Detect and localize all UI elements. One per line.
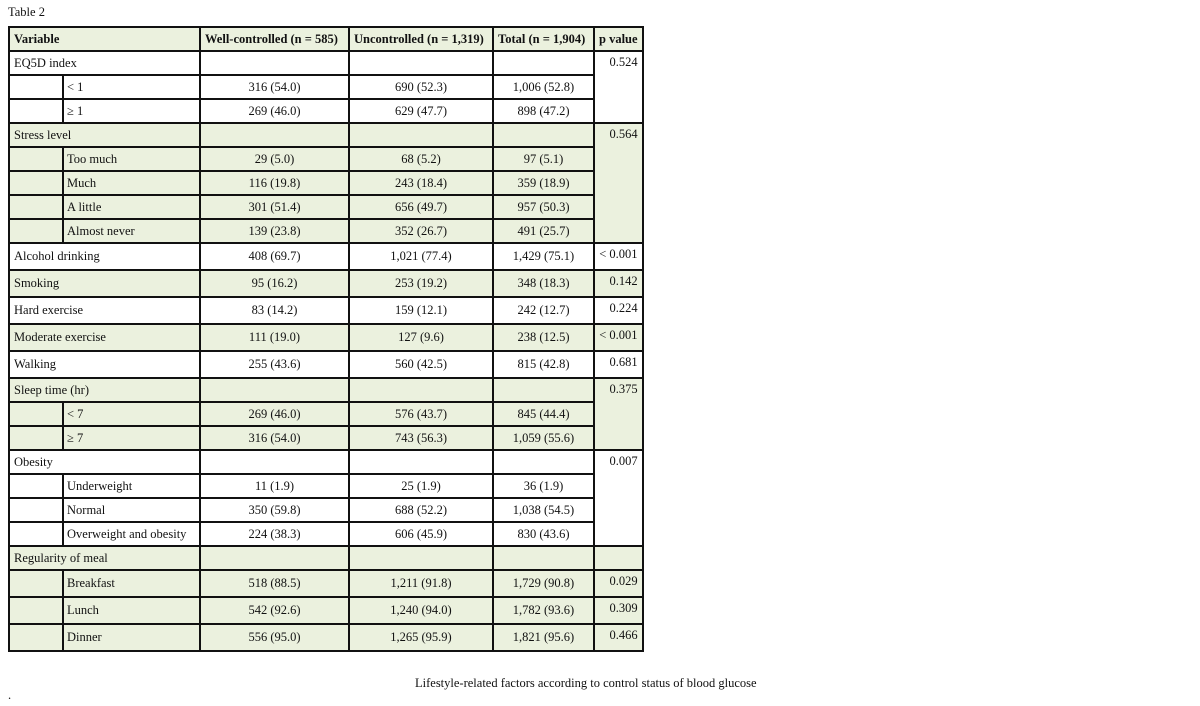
cell-uncontrolled: 576 (43.7): [349, 402, 493, 426]
category-label: Stress level: [9, 123, 200, 147]
cell-uncontrolled: 688 (52.2): [349, 498, 493, 522]
table-row: [9, 99, 643, 123]
p-value-cell: 0.524: [594, 51, 643, 123]
table-row: [9, 147, 643, 171]
table-row: [9, 474, 643, 498]
cell-uncontrolled: 68 (5.2): [349, 147, 493, 171]
row-label: Moderate exercise: [9, 324, 200, 351]
cell-uncontrolled: 25 (1.9): [349, 474, 493, 498]
row-label: Overweight and obesity: [63, 522, 200, 546]
cell-total: 238 (12.5): [493, 324, 594, 351]
cell-uncontrolled: 690 (52.3): [349, 75, 493, 99]
p-value-cell: < 0.001: [594, 324, 643, 351]
row-label: Breakfast: [63, 570, 200, 597]
row-label: Too much: [63, 147, 200, 171]
table-row: [9, 243, 643, 270]
cell-well: 556 (95.0): [200, 624, 349, 651]
header-total: Total (n = 1,904): [493, 27, 594, 51]
cell-total: 1,729 (90.8): [493, 570, 594, 597]
cell-uncontrolled: 743 (56.3): [349, 426, 493, 450]
cell-well: 269 (46.0): [200, 402, 349, 426]
category-label: Regularity of meal: [9, 546, 200, 570]
p-value-cell: 0.309: [594, 597, 643, 624]
cell-well: 139 (23.8): [200, 219, 349, 243]
cell-well: 11 (1.9): [200, 474, 349, 498]
header-variable: Variable: [9, 27, 200, 51]
table-row: [9, 297, 643, 324]
cell-uncontrolled: 1,211 (91.8): [349, 570, 493, 597]
category-label: EQ5D index: [9, 51, 200, 75]
cell-well: 542 (92.6): [200, 597, 349, 624]
cell-total: 36 (1.9): [493, 474, 594, 498]
cell-uncontrolled: 127 (9.6): [349, 324, 493, 351]
cell-well: 95 (16.2): [200, 270, 349, 297]
cell-well: 316 (54.0): [200, 426, 349, 450]
table-row: [9, 270, 643, 297]
results-table: [8, 26, 644, 652]
cell-well: 269 (46.0): [200, 99, 349, 123]
table-row: [9, 624, 643, 651]
table-row: [9, 597, 643, 624]
table-label: Table 2: [8, 5, 45, 19]
cell-total: 1,006 (52.8): [493, 75, 594, 99]
cell-uncontrolled: 560 (42.5): [349, 351, 493, 378]
table-row: [9, 450, 643, 474]
table-row: [9, 351, 643, 378]
row-label: A little: [63, 195, 200, 219]
cell-well: 408 (69.7): [200, 243, 349, 270]
cell-uncontrolled: 1,265 (95.9): [349, 624, 493, 651]
cell-total: 1,038 (54.5): [493, 498, 594, 522]
row-label: Walking: [9, 351, 200, 378]
row-label: Normal: [63, 498, 200, 522]
p-value-cell: < 0.001: [594, 243, 643, 270]
row-label: Hard exercise: [9, 297, 200, 324]
table-row: [9, 51, 643, 75]
table-row: [9, 123, 643, 147]
cell-uncontrolled: 352 (26.7): [349, 219, 493, 243]
cell-total: 1,782 (93.6): [493, 597, 594, 624]
row-label: < 7: [63, 402, 200, 426]
cell-well: 116 (19.8): [200, 171, 349, 195]
cell-uncontrolled: 629 (47.7): [349, 99, 493, 123]
cell-uncontrolled: 656 (49.7): [349, 195, 493, 219]
cell-well: 518 (88.5): [200, 570, 349, 597]
cell-total: 830 (43.6): [493, 522, 594, 546]
table-row: [9, 426, 643, 450]
category-label: Obesity: [9, 450, 200, 474]
table-row: [9, 570, 643, 597]
category-label: Sleep time (hr): [9, 378, 200, 402]
table-caption: Lifestyle-related factors according to control status of blood glucose: [415, 676, 757, 690]
cell-well: 224 (38.3): [200, 522, 349, 546]
cell-well: 29 (5.0): [200, 147, 349, 171]
cell-uncontrolled: 606 (45.9): [349, 522, 493, 546]
row-label: Lunch: [63, 597, 200, 624]
table-row: [9, 378, 643, 402]
cell-well: 83 (14.2): [200, 297, 349, 324]
footnote-mark: .: [8, 688, 12, 702]
table-row: [9, 498, 643, 522]
cell-total: 242 (12.7): [493, 297, 594, 324]
cell-uncontrolled: 253 (19.2): [349, 270, 493, 297]
cell-well: 301 (51.4): [200, 195, 349, 219]
cell-total: 1,059 (55.6): [493, 426, 594, 450]
header-p-value: p value: [594, 27, 643, 51]
cell-total: 491 (25.7): [493, 219, 594, 243]
row-label: Smoking: [9, 270, 200, 297]
header-row: [9, 27, 643, 51]
cell-total: 898 (47.2): [493, 99, 594, 123]
row-label: ≥ 7: [63, 426, 200, 450]
table-row: [9, 522, 643, 546]
cell-total: 1,821 (95.6): [493, 624, 594, 651]
table-row: [9, 75, 643, 99]
table-row: [9, 546, 643, 570]
row-label: Almost never: [63, 219, 200, 243]
p-value-cell: 0.564: [594, 123, 643, 243]
header-well-controlled: Well-controlled (n = 585): [200, 27, 349, 51]
cell-total: 815 (42.8): [493, 351, 594, 378]
header-uncontrolled: Uncontrolled (n = 1,319): [349, 27, 493, 51]
row-label: Alcohol drinking: [9, 243, 200, 270]
p-value-cell: 0.681: [594, 351, 643, 378]
p-value-cell: 0.007: [594, 450, 643, 546]
p-value-cell: 0.224: [594, 297, 643, 324]
row-label: Underweight: [63, 474, 200, 498]
table-row: [9, 219, 643, 243]
cell-total: 1,429 (75.1): [493, 243, 594, 270]
cell-well: 350 (59.8): [200, 498, 349, 522]
row-label: < 1: [63, 75, 200, 99]
cell-uncontrolled: 159 (12.1): [349, 297, 493, 324]
cell-well: 255 (43.6): [200, 351, 349, 378]
table-row: [9, 171, 643, 195]
table-row: [9, 402, 643, 426]
p-value-cell: 0.375: [594, 378, 643, 450]
table-row: [9, 324, 643, 351]
row-label: Dinner: [63, 624, 200, 651]
p-value-cell: 0.029: [594, 570, 643, 597]
row-label: Much: [63, 171, 200, 195]
cell-well: 111 (19.0): [200, 324, 349, 351]
cell-total: 845 (44.4): [493, 402, 594, 426]
cell-total: 359 (18.9): [493, 171, 594, 195]
cell-uncontrolled: 1,240 (94.0): [349, 597, 493, 624]
cell-uncontrolled: 1,021 (77.4): [349, 243, 493, 270]
p-value-cell: 0.142: [594, 270, 643, 297]
table-row: [9, 195, 643, 219]
cell-well: 316 (54.0): [200, 75, 349, 99]
cell-total: 97 (5.1): [493, 147, 594, 171]
cell-uncontrolled: 243 (18.4): [349, 171, 493, 195]
row-label: ≥ 1: [63, 99, 200, 123]
cell-total: 957 (50.3): [493, 195, 594, 219]
cell-total: 348 (18.3): [493, 270, 594, 297]
p-value-cell: 0.466: [594, 624, 643, 651]
